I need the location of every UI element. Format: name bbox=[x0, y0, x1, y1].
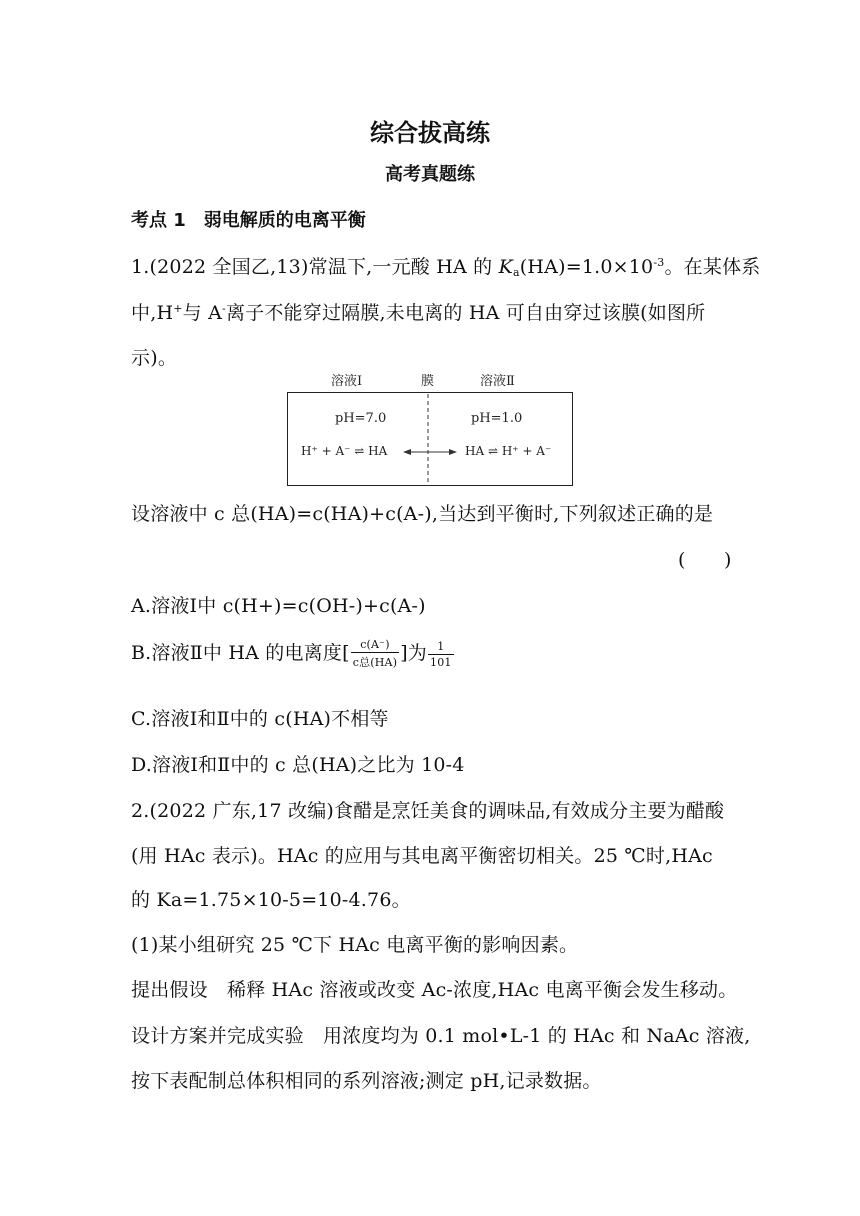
value-numerator: 1 bbox=[428, 640, 454, 655]
ionization-fraction bbox=[351, 638, 399, 670]
q2-line-6: 设计方案并完成实验 用浓度均为 0.1 mol•L-1 的 HAc 和 NaAc 溶液, bbox=[131, 1025, 751, 1047]
equilibrium-left: H⁺ + A⁻ ⇌ HA bbox=[301, 444, 388, 458]
q2-line-7: 按下表配制总体积相同的系列溶液;测定 pH,记录数据。 bbox=[131, 1070, 602, 1092]
q2-line-3: 的 Ka=1.75×10-5=10-4.76。 bbox=[131, 889, 411, 911]
q2-line-1: 2.(2022 广东,17 改编)食醋是烹饪美食的调味品,有效成分主要为醋酸 bbox=[131, 800, 725, 822]
option-b bbox=[131, 638, 455, 670]
page-title: 综合拔高练 bbox=[370, 119, 490, 147]
option-c: C.溶液Ⅰ和Ⅱ中的 c(HA)不相等 bbox=[131, 708, 389, 730]
q1-line-1 bbox=[131, 252, 761, 279]
q1-line1-post: 。在某体系 bbox=[664, 256, 761, 278]
q1-ka-symbol: K bbox=[498, 256, 514, 278]
q2-line-5: 提出假设 稀释 HAc 溶液或改变 Ac-浓度,HAc 电离平衡会发生移动。 bbox=[131, 979, 738, 1001]
fraction-denominator: c总(HA) bbox=[352, 656, 398, 669]
fraction-numerator: c(A⁻) bbox=[351, 638, 399, 653]
option-a: A.溶液Ⅰ中 c(H+)=c(OH-)+c(A-) bbox=[131, 595, 426, 617]
q1-line2-b: 与 A bbox=[182, 302, 223, 324]
q1-ka-subscript: a bbox=[513, 266, 520, 279]
solution-1-label: 溶液Ⅰ bbox=[331, 374, 363, 389]
option-b-mid: ]为 bbox=[400, 642, 428, 664]
arrow-left-head bbox=[403, 449, 411, 455]
q2-line-4: (1)某小组研究 25 ℃下 HAc 电离平衡的影响因素。 bbox=[131, 934, 579, 956]
q1-line2-a: 中,H bbox=[131, 302, 174, 324]
q1-stem: 设溶液中 c 总(HA)=c(HA)+c(A-),当达到平衡时,下列叙述正确的是 bbox=[131, 503, 714, 525]
membrane-label: 膜 bbox=[421, 374, 435, 389]
q1-h-charge: + bbox=[173, 302, 183, 315]
q1-line-2 bbox=[131, 298, 705, 325]
answer-bracket: ( ) bbox=[678, 549, 732, 571]
option-d: D.溶液Ⅰ和Ⅱ中的 c 总(HA)之比为 10-4 bbox=[131, 754, 465, 776]
equilibrium-right: HA ⇌ H⁺ + A⁻ bbox=[465, 444, 552, 458]
value-fraction bbox=[428, 640, 454, 669]
solution-2-label: 溶液Ⅱ bbox=[480, 374, 515, 389]
q2-line-2: (用 HAc 表示)。HAc 的应用与其电离平衡密切相关。25 ℃时,HAc bbox=[131, 845, 713, 867]
q1-ka-exponent: -3 bbox=[653, 256, 665, 269]
ph-solution-1: pH=7.0 bbox=[335, 411, 387, 426]
q1-line-3: 示)。 bbox=[131, 347, 178, 369]
value-denominator: 101 bbox=[430, 655, 452, 669]
membrane-lines bbox=[287, 392, 575, 488]
q1-line2-c: 离子不能穿过隔膜,未电离的 HA 可自由穿过该膜(如图所 bbox=[225, 302, 706, 324]
arrow-right-head bbox=[449, 449, 457, 455]
membrane-diagram bbox=[287, 366, 575, 488]
q1-a-charge: - bbox=[222, 302, 226, 315]
ph-solution-2: pH=1.0 bbox=[471, 411, 523, 426]
q1-line1-mid: (HA)=1.0×10 bbox=[519, 256, 654, 278]
section-heading: 考点 1 弱电解质的电离平衡 bbox=[131, 210, 366, 231]
page-subtitle: 高考真题练 bbox=[385, 164, 475, 185]
option-b-pre: B.溶液Ⅱ中 HA 的电离度[ bbox=[131, 642, 350, 664]
q1-line1-pre: 1.(2022 全国乙,13)常温下,一元酸 HA 的 bbox=[131, 256, 499, 278]
